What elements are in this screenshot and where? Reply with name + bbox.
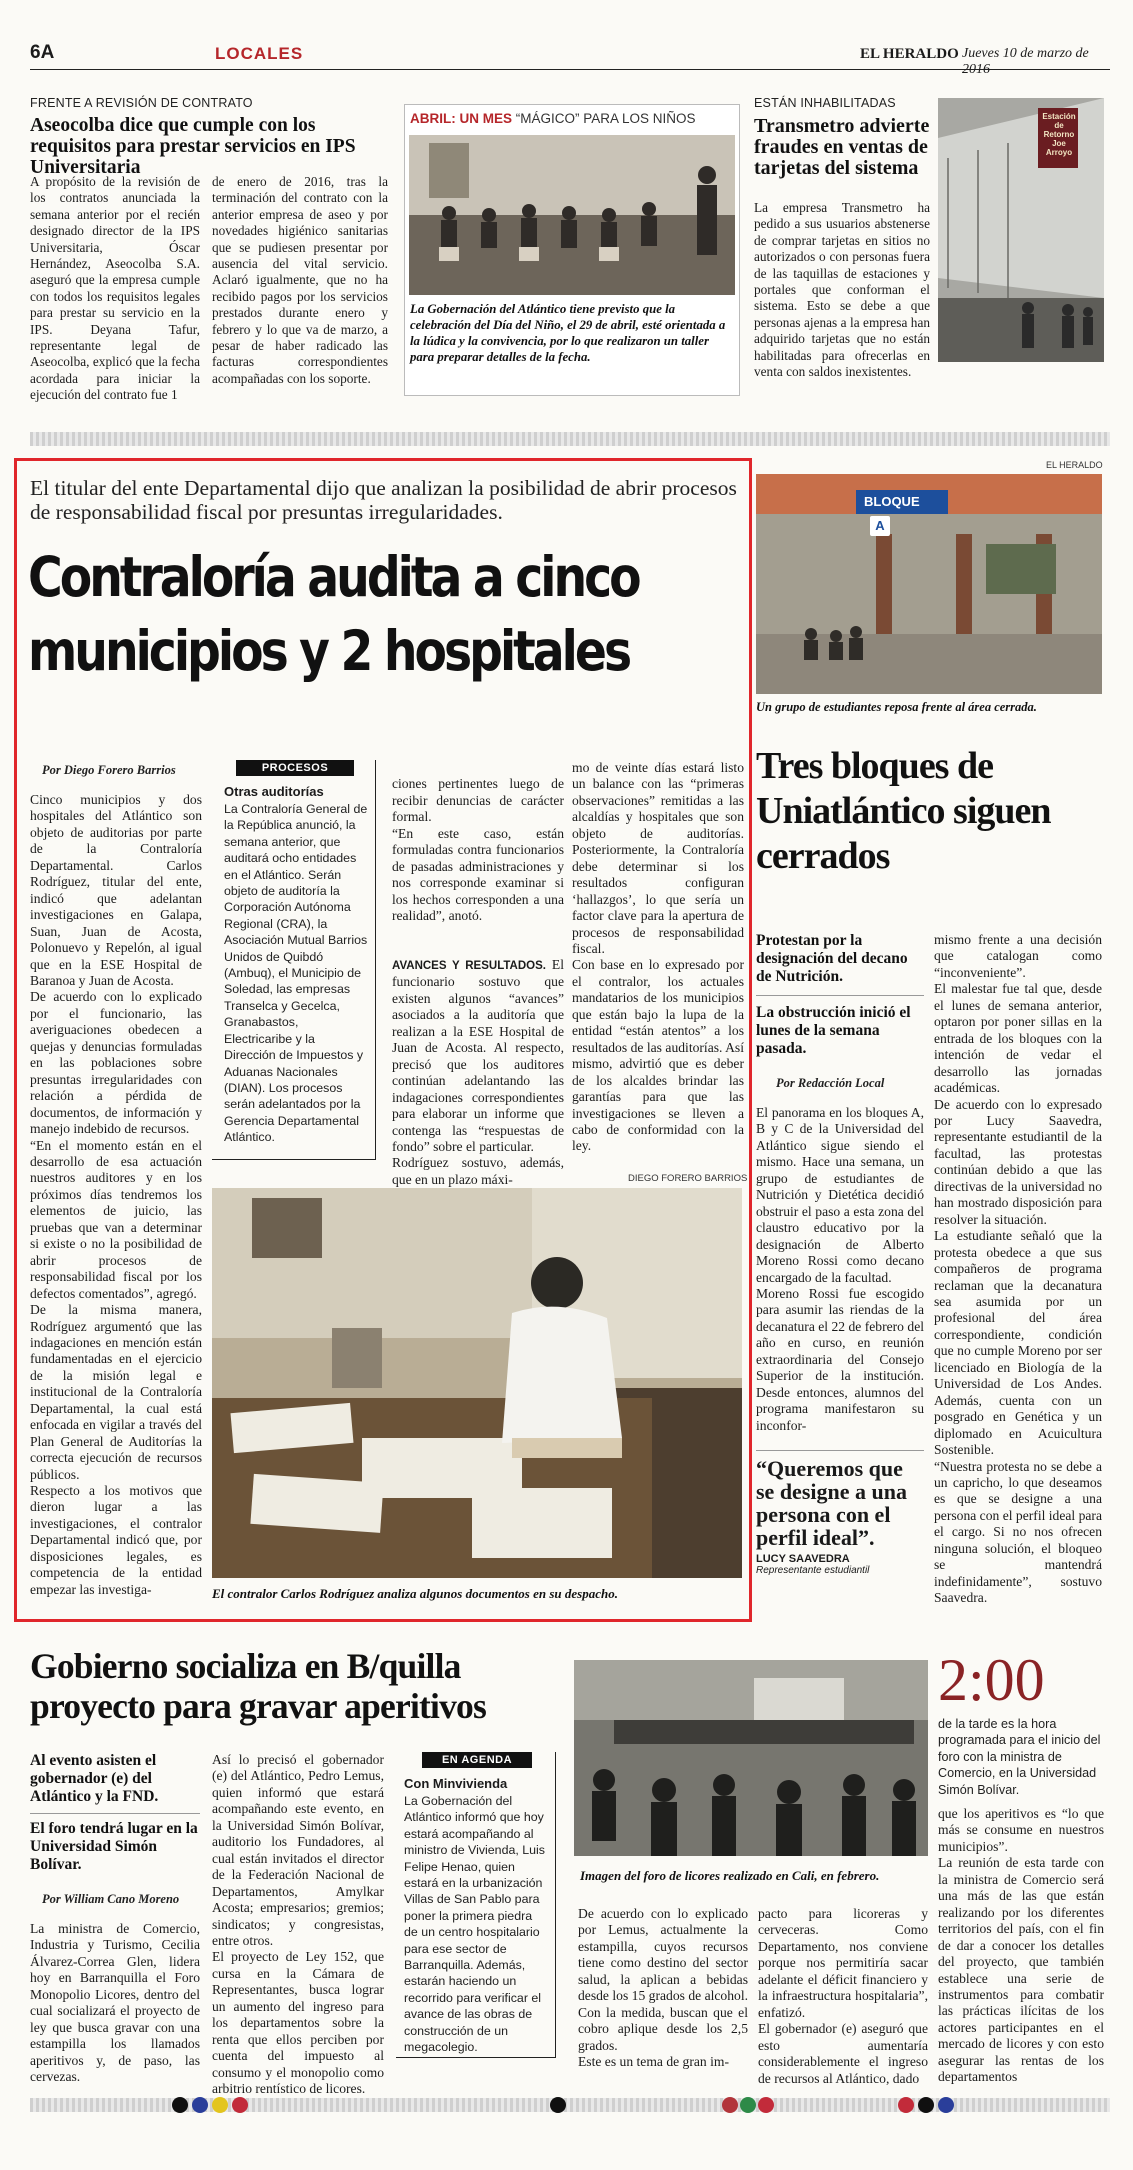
story-kicker: FRENTE A REVISIÓN DE CONTRATO (30, 96, 253, 110)
box-body: La Contraloría General de la República anunció, la semana anterior, que auditará ocho entidades en el Atlántico. Serán objeto de auditoría la Corporación Autónoma Regional (CRA), la Asociación Mutual Barrios Unidos de Quibdó (Ambuq), el Municipio de Soledad, las empresas Transelca y Gecelca, Granabastos, Electricaribe y la Dirección de Impuestos y Aduanas Nacionales (DIAN). Los procesos serán adelantados por la Gerencia Departamental Atlántico. (224, 802, 368, 1145)
registration-dots-icon (170, 2094, 970, 2116)
box-body: La Gobernación del Atlántico informó que hoy estará acompañando al ministro de Vivienda, Luis Felipe Henao, quien estará en la urbanización Villas de San Pablo para poner la primera piedra de un centro hospitalario para ese sector de Barranquilla. Además, estarán haciendo un recorrido para verificar el avance de las obras de construcción de un megacolegio. (404, 1794, 545, 2055)
kicker-bold: ABRIL: UN MES (410, 111, 512, 126)
bottom-story-column-6: que los aperitivos es “lo que más se consume en nuestros municipios”. La reunión de esta tarde con la ministra de Comercio será una más de las que están realizando por los diferentes territorios del país, con el fin de dar a conocer los detalles del proyecto, que también establece una serie de instrumentos para combatir las prácticas ilícitas de los actores participantes en el mercado de licores y con esto asegurar las rentas de los departamentos (938, 1806, 1104, 2085)
bottom-story-column-1: La ministra de Comercio, Industria y Turismo, Cecilia Álvarez-Correa Glen, lidera hoy en Barranquilla el Foro Monopolio Licores, dentro del cual socializará el proyecto de ley que busca gravar con una estampilla los llamados aperitivos y, de paso, las cervezas. (30, 1921, 200, 2085)
bottom-story-column-4: De acuerdo con lo explicado por Lemus, actualmente la estampilla, cuyos recursos tiene como destino del sector salud, la aplican a bebidas desde los 15 grados de alcohol. Con la medida, buscan que el cobro aplique desde los 2,5 grados. Este es un tema de gran im- (578, 1906, 748, 2070)
section-divider (30, 432, 1110, 446)
right-photo-credit: EL HERALDO (1046, 460, 1103, 470)
pull-quote-name: LUCY SAAVEDRA (756, 1553, 850, 1566)
story-column-1: A propósito de la revisión de los contratos anunciada la semana anterior por el recién designado director de la IPS Universitaria, Óscar Hernández, Aseocolba S.A. aseguró que la empresa cumple con todos los requisitos legales para prestar su servicio en la IPS. Deyana Tafur, representante legal de Aseocolba, explicó que la fecha acordada para iniciar la ejecución del contrato fue 1 (30, 174, 200, 403)
bottom-story-column-5: pacto para licoreras y cerveceras. Como Departamento, nos conviene porque nos permitiría sacar adelante el déficit financiero y la infraestructura hospitalaria”, enfatizó. El gobernador (e) aseguró que esto aumentaría considerablemente el ingreso de recursos al Atlántico, dado (758, 1906, 928, 2086)
time-highlight: 2:00 (938, 1647, 1045, 1713)
section-name: LOCALES (215, 44, 304, 63)
story-headline: Transmetro advierte fraudes en ventas de tarjetas del sistema (754, 115, 930, 179)
bottom-story-deck-1: Al evento asisten el gobernador (e) del Atlántico y la FND. (30, 1752, 159, 1805)
right-story-deck-2: La obstrucción inició el lunes de la semana pasada. (756, 1004, 911, 1057)
page-number: 6A (30, 42, 55, 63)
transmetro-station-photo (938, 98, 1104, 362)
story-aseocolba (30, 96, 390, 403)
bloque-sign-text: BLOQUE (864, 494, 920, 509)
column-3-subhead: AVANCES Y RESULTADOS. (392, 959, 546, 972)
bottom-left-column (30, 1752, 200, 2086)
photo-caption: La Gobernación del Atlántico tiene previsto que la celebración del Día del Niño, el 29 de abril, esté orientada a la lúdica y la convivencia, por lo que realizaron un taller para preparar detalles de la fecha. (410, 302, 726, 364)
sidebar-box-agenda (396, 1752, 556, 2058)
main-story-subtitle: El titular del ente Departamental dijo que analizan la posibilidad de abrir procesos de responsabilidad fiscal por presuntas irregularidades. (30, 476, 737, 524)
bottom-story-deck-2: El foro tendrá lugar en la Universidad Simón Bolívar. (30, 1820, 198, 1873)
issue-date: Jueves 10 de marzo de 2016 (962, 46, 1089, 77)
story-body: La empresa Transmetro ha pedido a sus usuarios abstenerse de comprar tarjetas en sitios no autorizados o con personas fuera de las taquillas de estaciones y portales que conforman el sistema. Esto se debe a que personas ajenas a la empresa han adquirido tarjetas que no están habilitadas para ofrecerlas en venta con saldos inexistentes. (754, 200, 930, 380)
box-title: Con Minvivienda (404, 1776, 508, 1791)
bloque-sign (856, 490, 948, 533)
contralor-desk-photo (212, 1188, 742, 1578)
story-dia-del-nino (404, 104, 740, 396)
right-story-column-1: El panorama en los bloques A, B y C de la Universidad del Atlántico sigue siendo el mismo. Hace una semana, un grupo de estudiantes de Nutrición y Dietética decidió obstruir el paso a esta zona del claustro educativo por la designación de Alberto Moreno Rossi como decano encargado de la facultad. Moreno Rossi fue escogido para asumir las riendas de la decanatura el 22 de febrero del año en curso, en reunión extraordinaria del Consejo Superior de la institución. Desde entonces, alumnos del programa manifestaron su inconfor- (756, 1105, 924, 1433)
right-story-byline: Por Redacción Local (776, 1076, 885, 1090)
right-photo-caption: Un grupo de estudiantes reposa frente al área cerrada. (756, 700, 1037, 714)
story-kicker: ESTÁN INHABILITADAS (754, 96, 896, 110)
main-story-byline: Por Diego Forero Barrios (42, 763, 176, 777)
main-story-column-3 (392, 760, 564, 1188)
sidebar-box-procesos (212, 760, 376, 1160)
color-registration-marks (170, 2094, 970, 2116)
main-photo-credit: DIEGO FORERO BARRIOS (628, 1173, 748, 1184)
pull-quote (756, 1450, 924, 1576)
station-sign: Estación de Retorno Joe Arroyo (1042, 112, 1076, 157)
column-3-text-b: El funcionario sostuvo que existen algunos “avances” asociados a la auditoría que realizan a la ESE Hospital de Juan de Acosta. Al respecto, precisó que los auditores continúan adelantando las indagaciones correspondientes para elaborar un informe que contenga las “respuestas de fondo” sobre el particular. Rodríguez sostuvo, además, que en un plazo máxi- (392, 956, 564, 1187)
story-headline: Aseocolba dice que cumple con los requisitos para prestar servicios en IPS Universitaria (30, 115, 356, 178)
kicker-rest: “MÁGICO” PARA LOS NIÑOS (512, 111, 696, 126)
workshop-scene (409, 135, 735, 295)
main-photo-caption: El contralor Carlos Rodríguez analiza algunos documentos en su despacho. (212, 1586, 618, 1601)
bottom-story-headline: Gobierno socializa en B/quilla proyecto para gravar aperitivos (30, 1646, 487, 1726)
box-title: Otras auditorías (224, 784, 324, 799)
page-header (30, 40, 1110, 77)
right-left-column (756, 932, 924, 1576)
main-story-headline: Contraloría audita a cinco municipios y 2 hospitales (28, 545, 639, 683)
right-story-deck-1: Protestan por la designación del decano de Nutrición. (756, 932, 908, 985)
box-header: PROCESOS (236, 760, 354, 776)
main-story-column-4: mo de veinte días estará listo un balance con las “primeras observaciones” remitidas a las alcaldías y hospitales que son objeto de auditorías. Posteriormente, la Contraloría debe determinar si los resultados configuran ‘hallazgos’, lo que sería un factor clave para la apertura de procesos de responsabilidad fiscal. Con base en lo expresado por el contralor, los actuales mandatarios de los municipios que están bajo la lupa de la entidad “están atentos” a los resultados de las auditorías. Así mismo, advirtió que es deber de los alcaldes brindar las garantías para que las investigaciones se lleven a cabo de conformidad con la ley. (572, 760, 744, 1154)
station-scene (938, 98, 1104, 362)
box-header: EN AGENDA (422, 1752, 532, 1768)
story-kicker (410, 111, 739, 126)
children-workshop-photo (409, 135, 735, 295)
pull-quote-text: “Queremos que se designe a una persona con el perfil ideal”. (756, 1456, 907, 1551)
office-scene (212, 1188, 742, 1578)
time-highlight-text: de la tarde es la hora programada para el inicio del foro con la ministra de Comercio, en la Universidad Simón Bolívar. (938, 1717, 1101, 1797)
foro-licores-photo (574, 1660, 928, 1856)
main-story-column-1: Cinco municipios y dos hospitales del Atlántico son objeto de auditorias por parte de la Contraloría Departamental. Carlos Rodríguez, titular del ente, indicó que adelantan investigaciones en Galapa, Suan, Juan de Acosta, Polonuevo y Repelón, al igual que en la ESE Hospital de Baranoa y Juan de Acosta. De acuerdo con lo explicado por el funcionario, las averiguaciones obedecen a quejas y denuncias formuladas en las poblaciones sobre presuntas irregularidades con relación a pérdida de documentos, de información y manejo indebido de recursos. “En el momento están en el desarrollo de esa actuación nuestros auditores y en los próximos días tendremos los elementos de juicio, las pruebas que van a determinar si existe o no la posibilidad de abrir procesos de responsabilidad fiscal por los defectos comentados”, agregó. De la misma manera, Rodríguez argumentó que las indagaciones en mención están fundamentadas en el ejercicio de la misión legal e institucional de la Contraloría Departamental, la cual está enfocada en vigilar a través del Plan General de Auditorías la correcta ejecución de recursos públicos. Respecto a los motivos que dieron lugar a las investigaciones, el contralor Departamental indicó que, por disposiciones legales, es competencia de la entidad empezar las investiga- (30, 792, 202, 1597)
bloque-sign-letter: A (870, 516, 890, 536)
forum-scene (574, 1660, 928, 1856)
column-3-text: ciones pertinentes luego de recibir denuncias de carácter formal. “En este caso, están formuladas contra funcionarios de pasadas administraciones y nos corresponde examinar si los hechos corresponden a una realidad”, anotó. (392, 776, 564, 924)
pull-quote-role: Representante estudiantil (756, 1565, 870, 1577)
bottom-story-byline: Por William Cano Moreno (42, 1892, 180, 1906)
newspaper-name: EL HERALDO (860, 46, 959, 62)
bottom-photo-caption: Imagen del foro de licores realizado en Cali, en febrero. (580, 1868, 880, 1883)
right-story-headline: Tres bloques de Uniatlántico siguen cerrados (756, 745, 1051, 877)
right-story-column-2: mismo frente a una decisión que catalogan como “inconveniente”. El malestar fue tal que, desde el lunes de semana anterior, optaron por poner sillas en la entrada de los bloques con la intención de vedar el desarrollo las jornadas académicas. De acuerdo con lo expresado por Lucy Saavedra, representante estudiantil de la facultad, las protestas continúan debido a que las directivas de la universidad no han mostrado disposición para resolver la situación. La estudiante señaló que la protesta obedece a que sus compañeros de programa reclaman que la decanatura sea asumida por un profesional del área correspondiente, condición que no cumple Moreno por ser licenciado en Biología de la Universidad de Los Andes. Además, cuenta con un posgrado en Genética y un diplomado en Acuicultura Sostenible. “Nuestra protesta no se debe a un capricho, lo que deseamos es que se designe a una persona con el perfil ideal para el cargo. Si no nos ofrecen ninguna solución, el bloqueo se mantendrá indefinidamente”, sostuvo Saavedra. (934, 932, 1102, 1606)
story-transmetro (754, 96, 1104, 396)
story-column-2: de enero de 2016, tras la terminación del contrato con la anterior empresa de aseo y por novedades higiénico sanitarias que se pudiesen presentar por ausencia del vital servicio. Aclaró igualmente, que no ha recibido pagos por los servicios prestados durante enero y febrero y lo que va de marzo, a pesar de haber radicado las facturas correspondientes acompañadas con los soporte. (212, 174, 388, 386)
uniatlantico-bloque-photo (756, 474, 1102, 694)
bottom-story-column-2: Así lo precisó el gobernador (e) del Atlántico, Pedro Lemus, quien informó que estará acompañando este evento, en la Universidad Simón Bolívar, auditorio los Fundadores, al cual están invitados el director de la Federación Nacional de Departamentos, Amylkar Acosta; empresarios; gremios; sindicatos; y congresistas, entre otros. El proyecto de Ley 152, que cursa en la Cámara de Representantes, busca lograr un aumento del ingreso para los departamentos sobre la renta que ellos perciben por cuenta del impuesto al consumo y el monopolio como arbitrio rentístico de licores. (212, 1752, 384, 2097)
